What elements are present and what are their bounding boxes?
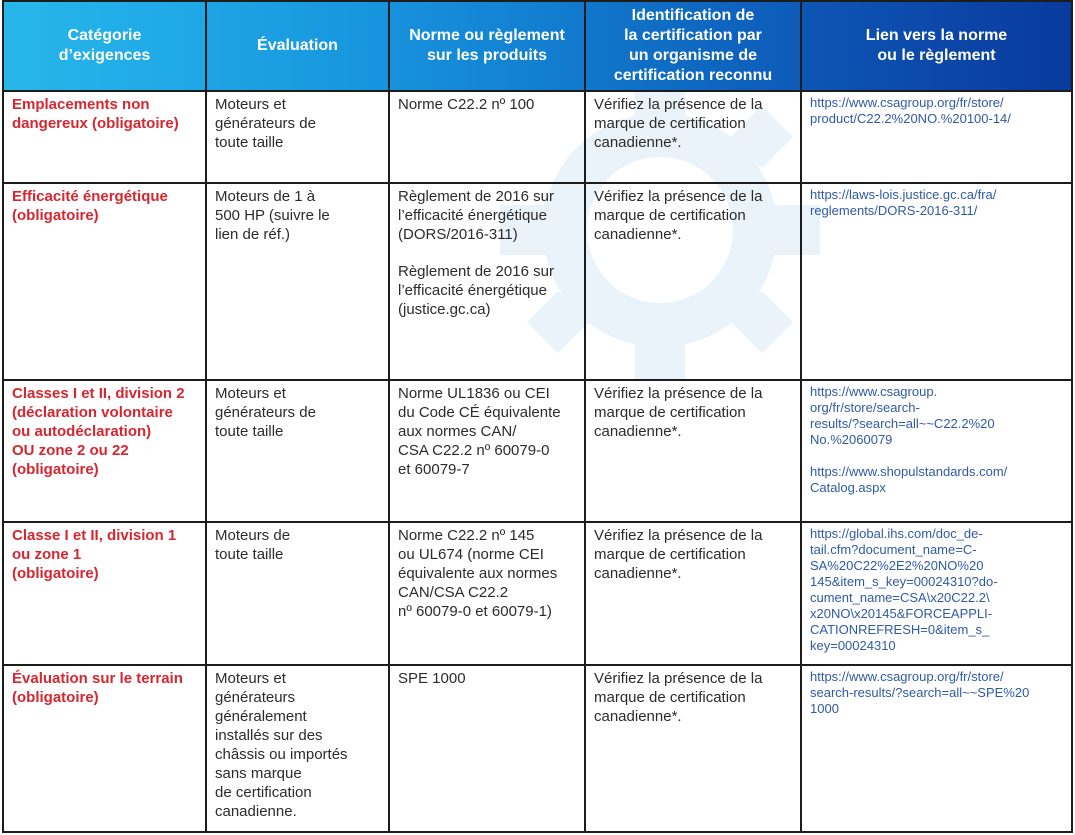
evaluation-cell: Moteurs de 1 à 500 HP (suivre le lien de réf.) xyxy=(206,183,389,380)
header-row xyxy=(3,1,1072,91)
link-cell xyxy=(801,380,1072,522)
standard-cell: Norme C22.2 nº 145 ou UL674 (norme CEI équivalente aux normes CAN/CSA C22.2 nº 60079-0 et 60079-1) xyxy=(389,522,585,665)
header-link: Lien vers la norme ou le règlement xyxy=(801,1,1072,91)
standard-cell: Règlement de 2016 sur l’efficacité énergétique (DORS/2016-311) Règlement de 2016 sur l’efficacité énergétique (justice.gc.ca) xyxy=(389,183,585,380)
header-evaluation: Évaluation xyxy=(206,1,389,91)
certification-cell: Vérifiez la présence de la marque de certification canadienne*. xyxy=(585,665,801,832)
requirements-table xyxy=(2,0,1073,833)
link-cell xyxy=(801,91,1072,183)
link-global-ihs[interactable]: https://global.ihs.com/doc_de- tail.cfm?document_name=C- SA%20C22%2E2%20NO%20 145&item_s_key=00024310?do- cument_name=CSA\x20C22.2\ x20NO\x20145&FORCEAPPLI- CATIONREFRESH=0&item_s_ key=00024310 xyxy=(810,526,998,653)
standard-cell: Norme C22.2 nº 100 xyxy=(389,91,585,183)
table-row xyxy=(3,91,1072,183)
category-cell: Évaluation sur le terrain (obligatoire) xyxy=(3,665,206,832)
table-row xyxy=(3,183,1072,380)
header-certification: Identification de la certification par un organisme de certification reconnu xyxy=(585,1,801,91)
table-row xyxy=(3,380,1072,522)
link-csagroup-c22-100[interactable]: https://www.csagroup.org/fr/store/ product/C22.2%20NO.%20100-14/ xyxy=(810,95,1011,126)
certification-cell: Vérifiez la présence de la marque de certification canadienne*. xyxy=(585,183,801,380)
link-csagroup-spe-1000[interactable]: https://www.csagroup.org/fr/store/ search-results/?search=all~~SPE%20 1000 xyxy=(810,669,1030,716)
standard-cell: SPE 1000 xyxy=(389,665,585,832)
link-shopulstandards[interactable]: https://www.shopulstandards.com/ Catalog.aspx xyxy=(810,464,1008,495)
table-row xyxy=(3,665,1072,832)
table-row xyxy=(3,522,1072,665)
link-cell xyxy=(801,665,1072,832)
header-category: Catégorie d’exigences xyxy=(3,1,206,91)
header-standard: Norme ou règlement sur les produits xyxy=(389,1,585,91)
link-justice-dors-2016-311[interactable]: https://laws-lois.justice.gc.ca/fra/ reglements/DORS-2016-311/ xyxy=(810,187,997,218)
evaluation-cell: Moteurs de toute taille xyxy=(206,522,389,665)
certification-cell: Vérifiez la présence de la marque de certification canadienne*. xyxy=(585,522,801,665)
category-cell: Classes I et II, division 2 (déclaration volontaire ou autodéclaration) OU zone 2 ou 22 (obligatoire) xyxy=(3,380,206,522)
certification-cell: Vérifiez la présence de la marque de certification canadienne*. xyxy=(585,380,801,522)
certification-cell: Vérifiez la présence de la marque de certification canadienne*. xyxy=(585,91,801,183)
category-cell: Classe I et II, division 1 ou zone 1 (obligatoire) xyxy=(3,522,206,665)
standard-cell: Norme UL1836 ou CEI du Code CÉ équivalente aux normes CAN/ CSA C22.2 nº 60079-0 et 60079-7 xyxy=(389,380,585,522)
evaluation-cell: Moteurs et générateurs de toute taille xyxy=(206,91,389,183)
category-cell: Emplacements non dangereux (obligatoire) xyxy=(3,91,206,183)
link-cell xyxy=(801,183,1072,380)
evaluation-cell: Moteurs et générateurs de toute taille xyxy=(206,380,389,522)
link-csagroup-c22-60079[interactable]: https://www.csagroup. org/fr/store/search- results/?search=all~~C22.2%20 No.%2060079 xyxy=(810,384,995,447)
category-cell: Efficacité énergétique (obligatoire) xyxy=(3,183,206,380)
link-cell xyxy=(801,522,1072,665)
evaluation-cell: Moteurs et générateurs généralement installés sur des châssis ou importés sans marque de certification canadienne. xyxy=(206,665,389,832)
